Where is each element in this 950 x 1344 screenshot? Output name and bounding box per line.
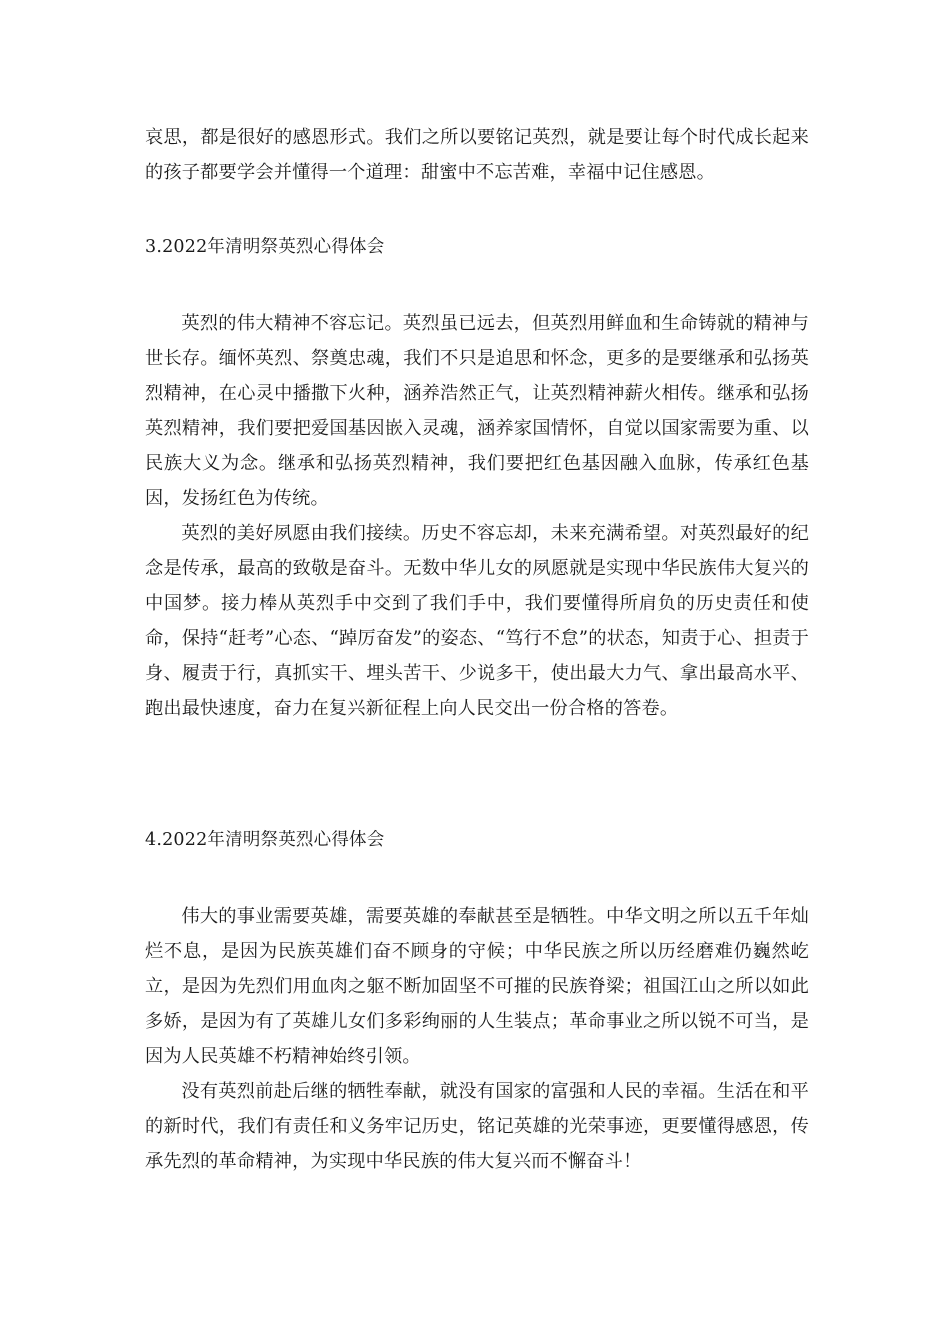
paragraph-text: 英烈的伟大精神不容忘记。英烈虽已远去，但英烈用鲜血和生命铸就的精神与世长存。缅怀英烈、祭奠忠魂，我们不只是追思和怀念，更多的是要继承和弘扬英烈精神，在心灵中播撒下火种，涵养浩然正气，让英烈精神薪火相传。继承和弘扬英烈精神，我们要把爱国基因嵌入灵魂，涵养家国情怀，自觉以国家需要为重、以民族大义为念。继承和弘扬英烈精神，我们要把红色基因融入血脉，传承红色基因，发扬红色为传统。 (145, 313, 809, 509)
paragraph-text: 哀思，都是很好的感恩形式。我们之所以要铭记英烈，就是要让每个时代成长起来的孩子都要学会并懂得一个道理：甜蜜中不忘苦难，幸福中记住感恩。 (145, 127, 809, 183)
continued-paragraph (145, 120, 809, 190)
section-4-body (145, 899, 809, 1179)
section-3-body (145, 306, 809, 726)
section-heading-3: 3.2022年清明祭英烈心得体会 (145, 237, 385, 257)
paragraph-text: 英烈的美好夙愿由我们接续。历史不容忘却，未来充满希望。对英烈最好的纪念是传承，最高的致敬是奋斗。无数中华儿女的夙愿就是实现中华民族伟大复兴的中国梦。接力棒从英烈手中交到了我们手中，我们要懂得所肩负的历史责任和使命，保持“赶考”心态、“踔厉奋发”的姿态、“笃行不怠”的状态，知责于心、担责于身、履责于行，真抓实干、埋头苦干、少说多干，使出最大力气、拿出最高水平、跑出最快速度，奋力在复兴新征程上向人民交出一份合格的答卷。 (145, 523, 809, 719)
paragraph-text: 伟大的事业需要英雄，需要英雄的奉献甚至是牺牲。中华文明之所以五千年灿烂不息，是因为民族英雄们奋不顾身的守候；中华民族之所以历经磨难仍巍然屹立，是因为先烈们用血肉之躯不断加固坚不可摧的民族脊梁；祖国江山之所以如此多娇，是因为有了英雄儿女们多彩绚丽的人生装点；革命事业之所以锐不可当，是因为人民英雄不朽精神始终引领。 (145, 906, 809, 1067)
section-heading-4: 4.2022年清明祭英烈心得体会 (145, 830, 385, 850)
paragraph-text: 没有英烈前赴后继的牺牲奉献，就没有国家的富强和人民的幸福。生活在和平的新时代，我们有责任和义务牢记历史，铭记英雄的光荣事迹，更要懂得感恩，传承先烈的革命精神，为实现中华民族的伟大复兴而不懈奋斗！ (145, 1081, 809, 1172)
